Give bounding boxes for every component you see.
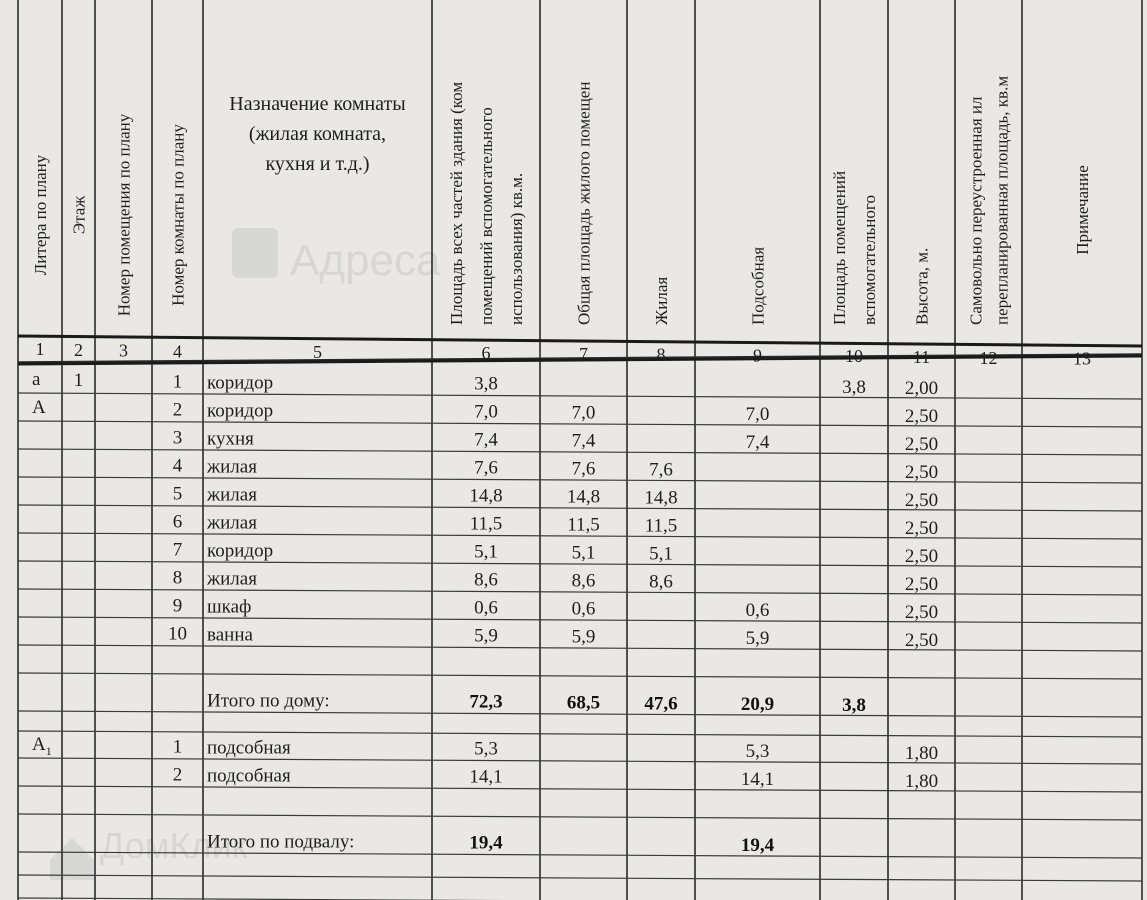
cell-c5: коридор <box>207 372 274 394</box>
cell-c6: 5,9 <box>474 625 498 647</box>
cell-c11: 2,50 <box>904 518 939 539</box>
table-row <box>32 397 938 427</box>
cell-c10: 3,8 <box>842 695 866 717</box>
cell-c7: 11,5 <box>567 514 600 536</box>
header-cell <box>1073 165 1092 255</box>
cell-c1: $А_1$ <box>32 734 52 758</box>
cell-c7: 68,5 <box>566 692 601 714</box>
header-cell <box>115 113 134 316</box>
cell-subscript: 1 <box>45 744 52 758</box>
row-line <box>18 814 1142 820</box>
cell-c11: 2,50 <box>904 630 939 651</box>
cell-c5: коридор <box>207 540 274 562</box>
cell-c11: 2,50 <box>904 490 939 511</box>
header-label: Общая площадь жилого помещен <box>574 81 594 325</box>
cell-c11: 2,50 <box>904 462 939 483</box>
cell-c10: 3,8 <box>842 377 866 399</box>
cell-c11: 2,50 <box>904 546 939 567</box>
cell-c11: 2,00 <box>904 378 939 399</box>
cell-c6: 0,6 <box>474 597 498 619</box>
cell-c1: а <box>32 369 41 390</box>
header-label: перепланированная площадь, кв.м <box>992 75 1012 325</box>
cell-c4: 2 <box>172 399 183 421</box>
cell-c6: 7,4 <box>474 429 498 451</box>
cell-c9: 20,9 <box>740 694 775 716</box>
cell-c11: 2,50 <box>904 574 939 595</box>
column-number-label: 10 <box>845 346 863 367</box>
cell-c9: 14,1 <box>740 769 775 791</box>
watermark-text-top: Адреса <box>290 236 441 285</box>
header-label: Примечание <box>1073 165 1092 255</box>
cell-c1: А <box>32 397 46 418</box>
cell-c6: 19,4 <box>469 832 503 854</box>
column-number-label: 9 <box>753 345 762 366</box>
header-cell <box>913 248 932 325</box>
cell-c2: 1 <box>73 369 84 391</box>
cell-c4: 7 <box>172 539 183 561</box>
cell-c7: 8,6 <box>571 570 596 592</box>
cell-c11: 2,50 <box>904 602 939 623</box>
cell-c11: 1,80 <box>904 743 939 764</box>
cell-c7: 7,6 <box>571 458 596 480</box>
header-label: вспомогательного <box>860 195 879 325</box>
cell-c9: 5,9 <box>745 628 770 650</box>
cell-c4: 6 <box>172 511 183 533</box>
cell-c4: 3 <box>172 427 183 449</box>
total-row <box>207 832 775 857</box>
cell-c8: 14,8 <box>644 487 678 509</box>
header-label: использования) кв.м. <box>507 172 526 325</box>
header-label: Подсобная <box>748 246 768 325</box>
cell-c4: 9 <box>172 595 183 617</box>
header-cell <box>749 247 768 325</box>
cell-c5: Итого по дому: <box>207 690 330 712</box>
cell-c6: 8,6 <box>474 569 498 591</box>
column-number-label: 1 <box>35 339 45 359</box>
header-label: Этаж <box>69 195 89 235</box>
cell-c4: 5 <box>172 483 183 505</box>
cell-c4: 4 <box>172 455 183 477</box>
cell-c6: 72,3 <box>469 691 503 713</box>
cell-c9: 5,3 <box>745 741 770 763</box>
cell-c8: 8,6 <box>649 571 673 593</box>
cell-c9: 7,0 <box>745 404 770 426</box>
header-cell <box>967 76 1012 325</box>
cell-c7: 5,1 <box>571 542 596 564</box>
cell-c4: 1 <box>172 736 183 758</box>
header-label: Площадь всех частей здания (ком <box>447 81 466 325</box>
cell-c4: 1 <box>172 371 183 393</box>
header-cell <box>575 82 594 325</box>
header-label: кухня и т.д.) <box>265 153 370 175</box>
cell-c8: 11,5 <box>644 515 678 537</box>
cell-c5: Итого по подвалу: <box>207 831 355 853</box>
cell-c8: 47,6 <box>644 693 678 715</box>
column-number-label: 2 <box>74 339 83 360</box>
cell-c5: кухня <box>207 428 254 450</box>
cell-c6: 14,1 <box>469 766 503 788</box>
cell-c6: 5,1 <box>474 541 498 563</box>
row-line <box>18 875 1142 881</box>
cell-c5: жилая <box>207 512 257 534</box>
column-number-label: 13 <box>1073 348 1091 369</box>
header-cell <box>652 277 671 325</box>
cell-c7: 0,6 <box>571 598 596 620</box>
cell-c6: 11,5 <box>469 513 503 535</box>
cell-c7: 7,0 <box>571 402 596 424</box>
column-number-label: 5 <box>313 342 322 363</box>
cell-c9: 0,6 <box>745 600 770 622</box>
watermark-text-bottom: ДомКлик <box>100 825 248 866</box>
column-number-label: 8 <box>656 344 666 365</box>
cell-c7: 5,9 <box>571 626 596 648</box>
cell-c5: жилая <box>207 568 257 590</box>
header-cell <box>447 82 526 325</box>
header-cell <box>830 171 879 325</box>
header-label: (жилая комната, <box>248 123 387 145</box>
watermark-house-icon <box>50 838 94 880</box>
cell-c5: ванна <box>207 624 253 646</box>
header-label: Литера по плану <box>31 154 50 276</box>
cell-c4: 10 <box>168 623 187 645</box>
cell-c11: 2,50 <box>904 434 939 455</box>
cell-c5: жилая <box>207 484 257 506</box>
header-label: Жилая <box>652 276 671 325</box>
cell-c8: 5,1 <box>649 543 673 565</box>
column-number-label: 11 <box>912 347 931 367</box>
cell-c4: 2 <box>172 764 183 786</box>
cell-c7: 7,4 <box>571 430 596 452</box>
column-number-label: 7 <box>579 343 588 364</box>
header-cell <box>169 124 188 306</box>
cell-c5: жилая <box>207 456 257 478</box>
cell-c9: 7,4 <box>745 432 770 454</box>
watermark-logo-icon <box>232 228 278 278</box>
row-line <box>18 758 1142 764</box>
table-body <box>32 369 938 856</box>
header-label: Площадь помещений <box>830 170 849 325</box>
row-line <box>18 786 1142 792</box>
column-number-label: 6 <box>481 343 491 363</box>
cell-c5: коридор <box>207 400 274 422</box>
header-label: Назначение комнаты <box>229 93 406 115</box>
cell-c7: 14,8 <box>566 486 601 508</box>
cell-c4: 8 <box>172 567 183 589</box>
table-row <box>32 369 938 399</box>
cell-c5: подсобная <box>207 765 291 787</box>
cell-c8: 7,6 <box>649 459 673 481</box>
header-cell <box>70 196 89 234</box>
row-line <box>18 731 1142 737</box>
header-label: Номер помещения по плану <box>114 113 134 317</box>
cell-c6: 3,8 <box>474 373 498 395</box>
cell-c6: 7,0 <box>474 401 498 423</box>
cell-c5: шкаф <box>207 596 252 618</box>
header-label: помещений вспомогательного <box>477 107 496 325</box>
header-cell <box>31 154 50 275</box>
table-header <box>31 76 1092 325</box>
row-line <box>18 673 1142 679</box>
column-number-label: 12 <box>979 347 998 368</box>
row-line <box>18 393 1142 399</box>
cell-c6: 14,8 <box>469 485 503 507</box>
header-label: Самовольно переустроенная ил <box>966 96 986 325</box>
cell-c9: 19,4 <box>740 835 775 857</box>
cell-c6: 7,6 <box>474 457 498 479</box>
header-label: Высота, м. <box>912 247 932 325</box>
column-number-label: 4 <box>173 341 182 362</box>
header-label: Номер комнаты по плану <box>168 124 188 306</box>
column-number-label: 3 <box>119 340 128 361</box>
cell-c11: 1,80 <box>904 771 939 792</box>
cell-c5: подсобная <box>207 737 291 759</box>
table-row <box>32 734 938 764</box>
cell-c6: 5,3 <box>474 738 498 760</box>
cell-c11: 2,50 <box>904 406 939 427</box>
